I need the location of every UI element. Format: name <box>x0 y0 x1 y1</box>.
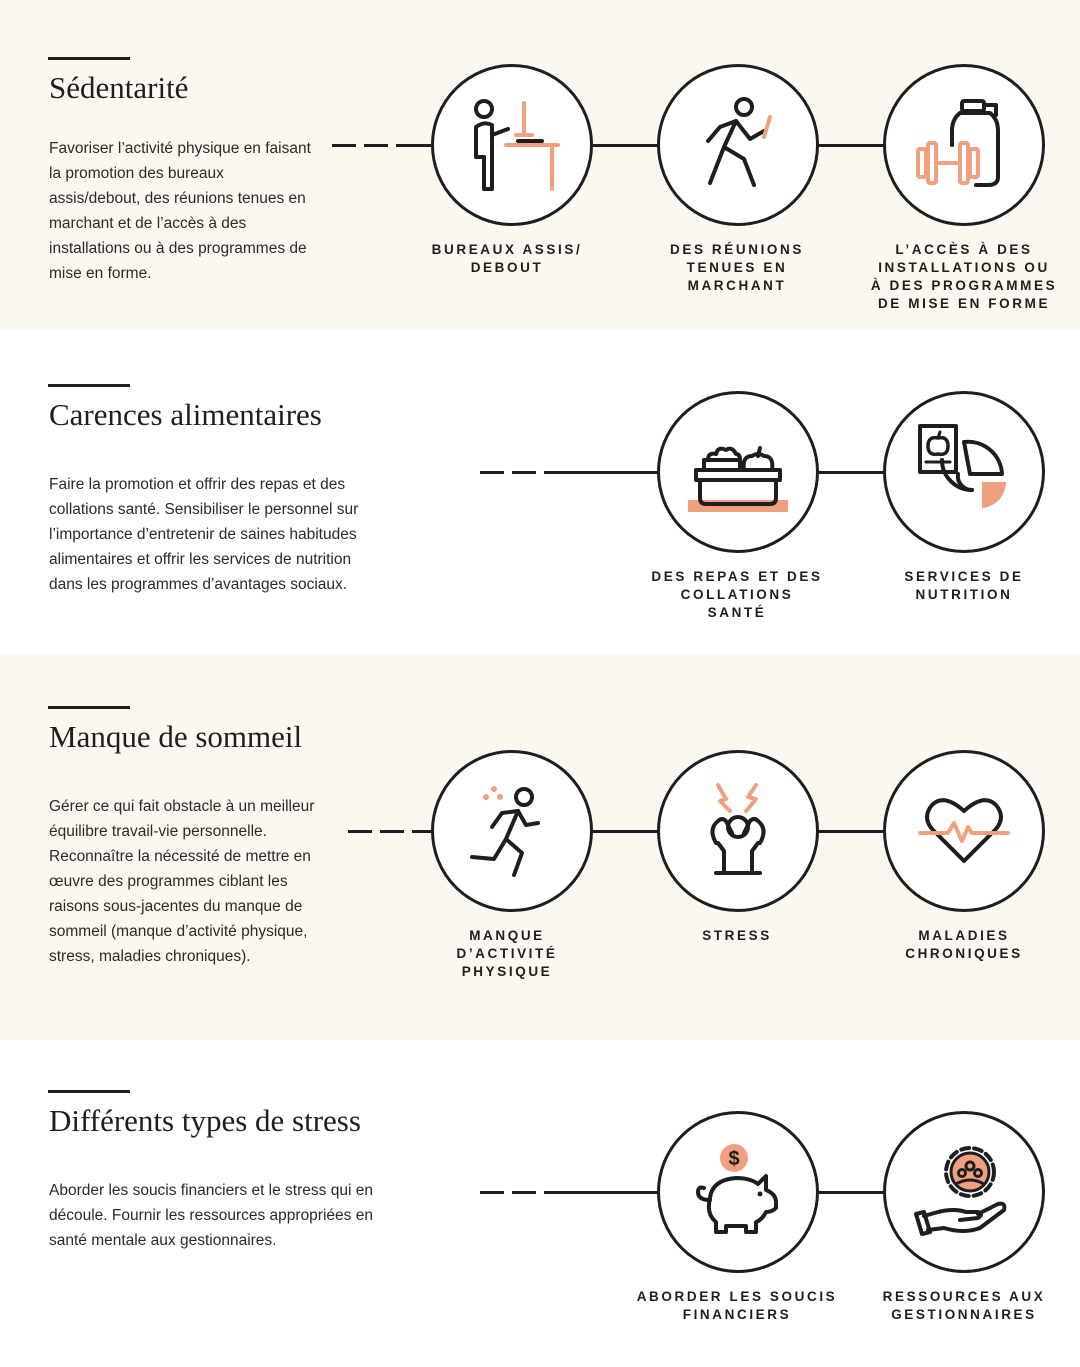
connector-dash <box>380 830 404 833</box>
section-text: Favoriser l’activité physique en faisant la promotion des bureaux assis/debout, des réunions tenues en marchant et de l’accès à des installations ou à des programmes de mise en forme. <box>49 140 311 282</box>
section-rule <box>48 1090 130 1093</box>
section-text: Aborder les soucis financiers et le stress qui en découle. Fournir les ressources appropriées en santé mentale aux gestionnaires. <box>49 1182 373 1249</box>
item-label: DES RÉUNIONS TENUES EN MARCHANT <box>670 242 804 293</box>
piggy-bank-icon <box>688 1142 788 1242</box>
section-sommeil <box>0 655 1080 1040</box>
item-label: MANQUE D’ACTIVITÉ PHYSIQUE <box>456 928 558 979</box>
item-label: MALADIES CHRONIQUES <box>905 928 1023 961</box>
walking-meeting-icon <box>688 95 788 195</box>
section-title: Sédentarité <box>49 70 189 105</box>
section-stress <box>0 1040 1080 1367</box>
section-carences <box>0 330 1080 655</box>
item-label: RESSOURCES AUX GESTIONNAIRES <box>882 1289 1046 1322</box>
section-text: Gérer ce qui fait obstacle à un meilleur équilibre travail-vie personnelle. Reconnaître la nécessité de mettre en œuvre des programmes ciblant les raisons sous-jacentes du manque de sommeil (manque d’activité physique, stress, maladies chroniques). <box>49 798 315 965</box>
item-label: DES REPAS ET DES COLLATIONS SANTÉ <box>651 569 823 620</box>
heartbeat-icon <box>914 781 1014 881</box>
item-circle <box>657 1111 819 1273</box>
item-label: L’ACCÈS À DES INSTALLATIONS OU À DES PROGRAMMES DE MISE EN FORME <box>870 242 1058 311</box>
fitness-icon <box>914 95 1014 195</box>
section-title: Carences alimentaires <box>49 397 322 432</box>
connector-dash <box>512 471 536 474</box>
item-label: STRESS <box>702 928 772 943</box>
section-sedentarite <box>0 0 1080 330</box>
healthy-meals-icon <box>688 422 788 522</box>
item-circle <box>431 750 593 912</box>
item-circle <box>657 750 819 912</box>
connector-dash <box>348 830 372 833</box>
connector-dash <box>480 471 504 474</box>
item-circle <box>657 64 819 226</box>
section-rule <box>48 706 130 709</box>
item-circle <box>883 1111 1045 1273</box>
section-rule <box>48 57 130 60</box>
item-circle <box>657 391 819 553</box>
section-rule <box>48 384 130 387</box>
dollar-sign: $ <box>728 1148 740 1170</box>
section-title: Manque de sommeil <box>49 719 303 754</box>
manager-resources-icon <box>914 1142 1014 1242</box>
item-label: SERVICES DE NUTRITION <box>904 569 1024 602</box>
item-label: BUREAUX ASSIS/ DEBOUT <box>431 242 583 275</box>
nutrition-services-icon <box>914 422 1014 522</box>
connector-dash <box>332 144 356 147</box>
connector-dash <box>512 1191 536 1194</box>
item-label: ABORDER LES SOUCIS FINANCIERS <box>636 1289 838 1322</box>
connector-dash <box>480 1191 504 1194</box>
section-text: Faire la promotion et offrir des repas et des collations santé. Sensibiliser le personnel sur l’importance d’entretenir de saines habitudes alimentaires et offrir les services de nutrition dans les programmes d’avantages sociaux. <box>49 476 359 593</box>
item-circle <box>431 64 593 226</box>
stress-icon <box>688 781 788 881</box>
item-circle <box>883 391 1045 553</box>
section-title: Différents types de stress <box>49 1103 361 1138</box>
standing-desk-icon <box>462 95 562 195</box>
item-circle <box>883 750 1045 912</box>
item-circle <box>883 64 1045 226</box>
connector-dash <box>364 144 388 147</box>
running-icon <box>462 781 562 881</box>
